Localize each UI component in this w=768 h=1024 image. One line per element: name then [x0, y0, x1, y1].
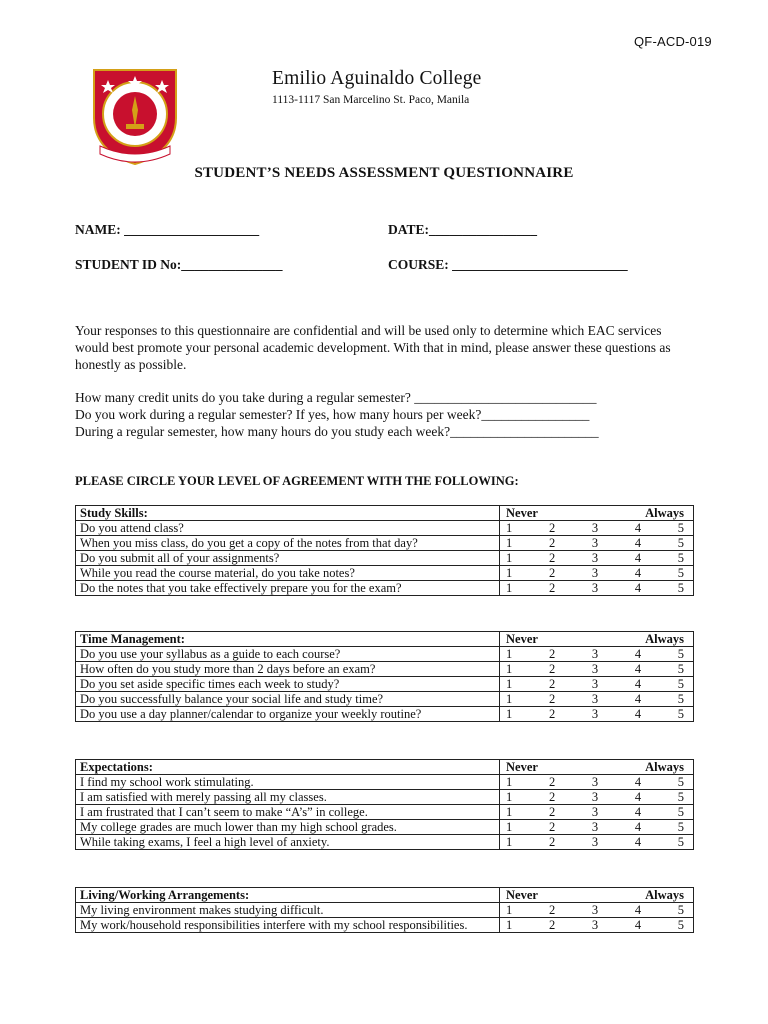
rating-scale: [500, 692, 694, 707]
rating-option-3[interactable]: 3: [591, 581, 599, 595]
college-address: 1113-1117 San Marcelino St. Paco, Manila: [272, 94, 470, 106]
rating-option-3[interactable]: 3: [591, 692, 599, 706]
rating-option-5[interactable]: 5: [677, 566, 684, 580]
rating-option-4[interactable]: 4: [634, 566, 642, 580]
rating-option-5[interactable]: 5: [677, 775, 684, 789]
section-title: Study Skills:: [76, 506, 500, 521]
rating-option-1[interactable]: 1: [506, 820, 513, 834]
section-header-row: [76, 506, 694, 521]
section-header-row: [76, 888, 694, 903]
college-seal-icon: [86, 66, 184, 166]
table-row: [76, 662, 694, 677]
rating-option-3[interactable]: 3: [591, 662, 599, 676]
rating-option-2[interactable]: 2: [548, 835, 556, 849]
rating-option-5[interactable]: 5: [677, 521, 684, 535]
rating-option-4[interactable]: 4: [634, 647, 642, 661]
rating-option-1[interactable]: 1: [506, 677, 513, 691]
rating-option-5[interactable]: 5: [677, 677, 684, 691]
rating-option-2[interactable]: 2: [548, 647, 556, 661]
item-text: Do the notes that you take effectively prepare you for the exam?: [76, 581, 500, 596]
rating-scale: [500, 551, 694, 566]
circle-instruction: PLEASE CIRCLE YOUR LEVEL OF AGREEMENT WITH THE FOLLOWING:: [75, 474, 519, 488]
rating-option-2[interactable]: 2: [548, 551, 556, 565]
table-row: [76, 820, 694, 835]
rating-option-5[interactable]: 5: [677, 820, 684, 834]
rating-option-4[interactable]: 4: [634, 662, 642, 676]
rating-option-3[interactable]: 3: [591, 820, 599, 834]
section-table-3: [75, 887, 694, 933]
rating-option-4[interactable]: 4: [634, 707, 642, 721]
rating-option-1[interactable]: 1: [506, 536, 513, 550]
scale-high-label: Always: [645, 632, 684, 646]
table-row: [76, 692, 694, 707]
rating-scale: [500, 647, 694, 662]
item-text: I am satisfied with merely passing all my classes.: [76, 790, 500, 805]
rating-scale: [500, 805, 694, 820]
table-row: [76, 835, 694, 850]
rating-option-5[interactable]: 5: [677, 581, 684, 595]
table-row: [76, 566, 694, 581]
item-text: Do you set aside specific times each week to study?: [76, 677, 500, 692]
item-text: My college grades are much lower than my high school grades.: [76, 820, 500, 835]
rating-option-1[interactable]: 1: [506, 835, 513, 849]
rating-option-4[interactable]: 4: [634, 775, 642, 789]
rating-option-2[interactable]: 2: [548, 536, 556, 550]
rating-option-4[interactable]: 4: [634, 581, 642, 595]
rating-option-3[interactable]: 3: [591, 805, 599, 819]
rating-option-2[interactable]: 2: [548, 707, 556, 721]
college-name: Emilio Aguinaldo College: [272, 68, 482, 89]
course-field[interactable]: COURSE: __________________________: [388, 257, 628, 272]
question-credit-units[interactable]: How many credit units do you take during a regular semester? ___________________________: [75, 390, 597, 405]
rating-scale: [500, 903, 694, 918]
item-text: I am frustrated that I can’t seem to make “A’s” in college.: [76, 805, 500, 820]
rating-scale: [500, 918, 694, 933]
table-row: [76, 707, 694, 722]
rating-scale: [500, 566, 694, 581]
rating-option-5[interactable]: 5: [677, 918, 684, 932]
table-row: [76, 677, 694, 692]
question-study-hours[interactable]: During a regular semester, how many hours do you study each week?______________________: [75, 424, 599, 439]
rating-option-5[interactable]: 5: [677, 707, 684, 721]
rating-option-1[interactable]: 1: [506, 662, 513, 676]
item-text: My work/household responsibilities interfere with my school responsibilities.: [76, 918, 500, 933]
rating-scale: [500, 790, 694, 805]
section-table-0: [75, 505, 694, 596]
rating-scale: [500, 662, 694, 677]
rating-option-2[interactable]: 2: [548, 677, 556, 691]
rating-option-3[interactable]: 3: [591, 521, 599, 535]
rating-option-4[interactable]: 4: [634, 551, 642, 565]
rating-scale: [500, 677, 694, 692]
table-row: [76, 775, 694, 790]
rating-option-5[interactable]: 5: [677, 647, 684, 661]
rating-option-4[interactable]: 4: [634, 835, 642, 849]
section-header-row: [76, 632, 694, 647]
rating-option-1[interactable]: 1: [506, 790, 513, 804]
section-table-2: [75, 759, 694, 850]
item-text: I find my school work stimulating.: [76, 775, 500, 790]
scale-low-label: Never: [506, 632, 538, 646]
rating-option-1[interactable]: 1: [506, 551, 513, 565]
rating-option-2[interactable]: 2: [548, 581, 556, 595]
table-row: [76, 790, 694, 805]
item-text: Do you successfully balance your social life and study time?: [76, 692, 500, 707]
section-title: Time Management:: [76, 632, 500, 647]
rating-option-2[interactable]: 2: [548, 566, 556, 580]
scale-low-label: Never: [506, 760, 538, 774]
rating-option-2[interactable]: 2: [548, 918, 556, 932]
rating-option-1[interactable]: 1: [506, 692, 513, 706]
rating-option-5[interactable]: 5: [677, 790, 684, 804]
item-text: Do you attend class?: [76, 521, 500, 536]
rating-option-4[interactable]: 4: [634, 521, 642, 535]
rating-option-5[interactable]: 5: [677, 805, 684, 819]
table-row: [76, 805, 694, 820]
item-text: Do you use your syllabus as a guide to each course?: [76, 647, 500, 662]
rating-option-2[interactable]: 2: [548, 692, 556, 706]
rating-option-2[interactable]: 2: [548, 662, 556, 676]
rating-option-3[interactable]: 3: [591, 647, 599, 661]
scale-header: [500, 632, 694, 647]
table-row: [76, 581, 694, 596]
rating-option-2[interactable]: 2: [548, 805, 556, 819]
table-row: [76, 647, 694, 662]
intro-paragraph: Your responses to this questionnaire are confidential and will be used only to determine which EAC services would best promote your personal academic development. With that in mind, please answer these questions as honestly as possible.: [75, 323, 671, 372]
rating-option-5[interactable]: 5: [677, 551, 684, 565]
rating-option-2[interactable]: 2: [548, 820, 556, 834]
rating-option-3[interactable]: 3: [591, 551, 599, 565]
rating-option-3[interactable]: 3: [591, 790, 599, 804]
rating-option-5[interactable]: 5: [677, 662, 684, 676]
rating-option-1[interactable]: 1: [506, 647, 513, 661]
document-code: QF-ACD-019: [634, 34, 712, 49]
rating-option-4[interactable]: 4: [634, 677, 642, 691]
scale-high-label: Always: [645, 888, 684, 902]
question-work-hours[interactable]: Do you work during a regular semester? If yes, how many hours per week?________________: [75, 407, 590, 422]
table-row: [76, 903, 694, 918]
rating-option-1[interactable]: 1: [506, 707, 513, 721]
item-text: While you read the course material, do you take notes?: [76, 566, 500, 581]
rating-option-4[interactable]: 4: [634, 820, 642, 834]
rating-scale: [500, 581, 694, 596]
rating-scale: [500, 707, 694, 722]
rating-option-4[interactable]: 4: [634, 692, 642, 706]
item-text: My living environment makes studying difficult.: [76, 903, 500, 918]
rating-option-3[interactable]: 3: [591, 536, 599, 550]
rating-option-4[interactable]: 4: [634, 903, 642, 917]
rating-option-5[interactable]: 5: [677, 692, 684, 706]
rating-option-2[interactable]: 2: [548, 903, 556, 917]
item-text: Do you submit all of your assignments?: [76, 551, 500, 566]
rating-option-3[interactable]: 3: [591, 835, 599, 849]
rating-option-4[interactable]: 4: [634, 536, 642, 550]
table-row: [76, 918, 694, 933]
rating-option-3[interactable]: 3: [591, 918, 599, 932]
scale-header: [500, 506, 694, 521]
rating-option-2[interactable]: 2: [548, 790, 556, 804]
rating-option-1[interactable]: 1: [506, 918, 513, 932]
rating-option-3[interactable]: 3: [591, 566, 599, 580]
section-title: Living/Working Arrangements:: [76, 888, 500, 903]
scale-high-label: Always: [645, 506, 684, 520]
section-header-row: [76, 760, 694, 775]
rating-scale: [500, 820, 694, 835]
rating-option-5[interactable]: 5: [677, 536, 684, 550]
rating-option-1[interactable]: 1: [506, 581, 513, 595]
rating-option-4[interactable]: 4: [634, 918, 642, 932]
scale-header: [500, 888, 694, 903]
item-text: While taking exams, I feel a high level of anxiety.: [76, 835, 500, 850]
rating-scale: [500, 775, 694, 790]
table-row: [76, 551, 694, 566]
scale-low-label: Never: [506, 888, 538, 902]
scale-high-label: Always: [645, 760, 684, 774]
section-table-1: [75, 631, 694, 722]
document-title: STUDENT’S NEEDS ASSESSMENT QUESTIONNAIRE: [194, 165, 574, 181]
scale-header: [500, 760, 694, 775]
rating-scale: [500, 835, 694, 850]
rating-option-3[interactable]: 3: [591, 775, 599, 789]
rating-option-3[interactable]: 3: [591, 677, 599, 691]
table-row: [76, 521, 694, 536]
rating-option-1[interactable]: 1: [506, 521, 513, 535]
section-title: Expectations:: [76, 760, 500, 775]
name-field[interactable]: NAME: ____________________: [75, 222, 260, 237]
rating-option-5[interactable]: 5: [677, 903, 684, 917]
rating-option-2[interactable]: 2: [548, 775, 556, 789]
rating-option-3[interactable]: 3: [591, 903, 599, 917]
table-row: [76, 536, 694, 551]
rating-option-5[interactable]: 5: [677, 835, 684, 849]
rating-scale: [500, 521, 694, 536]
rating-option-4[interactable]: 4: [634, 790, 642, 804]
rating-option-1[interactable]: 1: [506, 566, 513, 580]
date-field[interactable]: DATE:________________: [388, 222, 538, 237]
item-text: When you miss class, do you get a copy of the notes from that day?: [76, 536, 500, 551]
rating-scale: [500, 536, 694, 551]
item-text: Do you use a day planner/calendar to organize your weekly routine?: [76, 707, 500, 722]
student-id-field[interactable]: STUDENT ID No:_______________: [75, 257, 283, 272]
item-text: How often do you study more than 2 days before an exam?: [76, 662, 500, 677]
rating-option-1[interactable]: 1: [506, 903, 513, 917]
rating-option-2[interactable]: 2: [548, 521, 556, 535]
rating-option-4[interactable]: 4: [634, 805, 642, 819]
rating-option-3[interactable]: 3: [591, 707, 599, 721]
rating-option-1[interactable]: 1: [506, 805, 513, 819]
rating-option-1[interactable]: 1: [506, 775, 513, 789]
scale-low-label: Never: [506, 506, 538, 520]
